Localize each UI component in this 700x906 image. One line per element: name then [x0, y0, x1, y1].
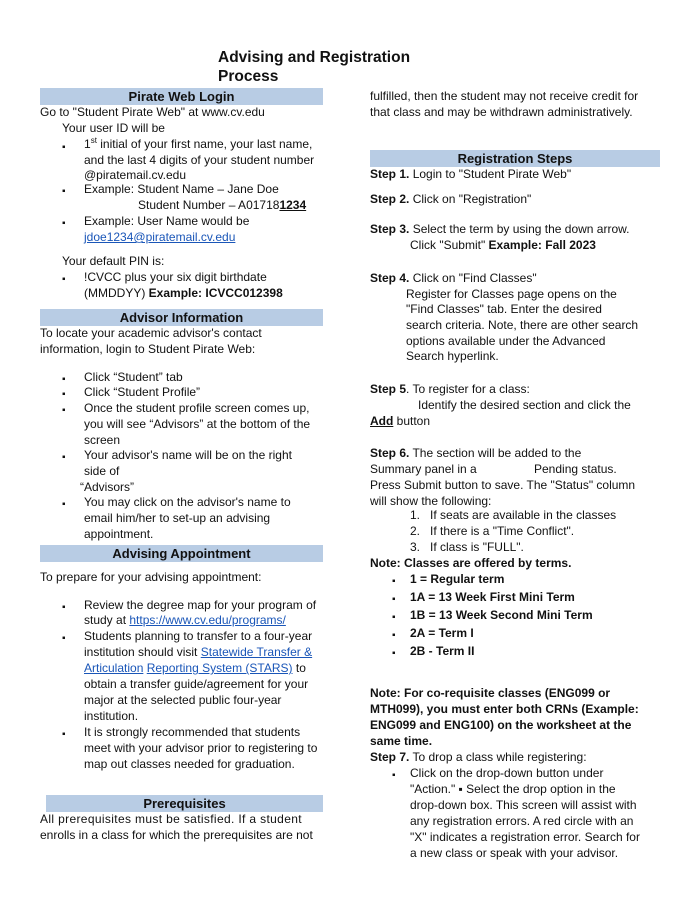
step-3: Step 3. Select the term by using the down arrow. — [370, 222, 630, 236]
advisor-step-4-cont: side of — [84, 464, 120, 478]
advisor-step-5: You may click on the advisor's name to — [84, 495, 291, 509]
step-4-line-2: Register for Classes page opens on the — [406, 287, 617, 301]
step-1: Step 1. Login to "Student Pirate Web" — [370, 167, 572, 181]
login-bullet-2: Example: Student Name – Jane Doe — [84, 182, 279, 196]
appointment-item-3-end: map out classes needed for graduation. — [84, 757, 295, 771]
appointment-item-3: It is strongly recommended that students — [84, 725, 301, 739]
bullet-icon: ▪ — [62, 186, 66, 197]
title-line-1: Advising and Registration — [218, 49, 411, 66]
step-7-line-6: a new class or speak with your advisor. — [410, 846, 619, 860]
advisor-step-4: Your advisor's name will be on the right — [84, 448, 292, 462]
appointment-intro: To prepare for your advising appointment: — [40, 570, 262, 584]
term-2a: 2A = Term I — [410, 626, 474, 640]
step-7-line-4: any registration errors. A red circle with an — [410, 814, 634, 828]
advisor-step-1: Click “Student” tab — [84, 370, 183, 384]
term-1b: 1B = 13 Week Second Mini Term — [410, 608, 593, 622]
step-6-summary: Summary panel in a — [370, 462, 477, 476]
step-2: Step 2. Click on "Registration" — [370, 192, 532, 206]
section-heading-advising-appointment: Advising Appointment — [40, 545, 323, 562]
login-intro: Go to "Student Pirate Web" at www.cv.edu — [40, 105, 265, 119]
bullet-icon: ▪ — [392, 630, 396, 641]
document-title — [218, 48, 410, 86]
bullet-icon: ▪ — [62, 499, 66, 510]
bullet-icon: ▪ — [62, 274, 66, 285]
step-5: Step 5. To register for a class: — [370, 382, 530, 396]
advisor-intro-2: information, login to Student Pirate Web: — [40, 342, 256, 356]
appointment-item-1-cont: study at https://www.cv.edu/programs/ — [84, 613, 286, 627]
section-heading-registration-steps: Registration Steps — [370, 150, 660, 167]
advisor-step-5-cont: email him/her to set-up an advising — [84, 511, 271, 525]
advisor-intro-1: To locate your academic advisor's contact — [40, 326, 262, 340]
bullet-icon: ▪ — [62, 633, 66, 644]
bullet-icon: ▪ — [62, 218, 66, 229]
appointment-item-3-cont: meet with your advisor prior to registering to — [84, 741, 318, 755]
advisor-step-3-end: screen — [84, 433, 121, 447]
step-7-line-5: "X" indicates a registration error. Search for — [410, 830, 640, 844]
section-heading-prerequisites: Prerequisites — [46, 795, 323, 812]
step-6-line-4: will show the following: — [370, 494, 492, 508]
step-7-line-2: "Action." ▪ Select the drop option in the — [410, 782, 616, 796]
prereq-line-4: that class and may be withdrawn administratively. — [370, 105, 633, 119]
bullet-icon: ▪ — [62, 602, 66, 613]
appointment-item-2-line4: obtain a transfer guide/agreement for your — [84, 677, 309, 691]
bullet-icon: ▪ — [62, 405, 66, 416]
add-button-text: Add — [370, 414, 394, 428]
advisor-step-3: Once the student profile screen comes up, — [84, 401, 310, 415]
student-number-line: Student Number – A017181234 — [138, 198, 307, 212]
bullet-icon: ▪ — [62, 389, 66, 400]
advisor-step-5-end: appointment. — [84, 527, 154, 541]
coreq-note-3: ENG099 and ENG100) on the worksheet at the — [370, 718, 632, 732]
bullet-icon: ▪ — [392, 648, 396, 659]
stars-link-part-1[interactable]: Statewide Transfer & — [200, 645, 313, 659]
status-item-1: 1. If seats are available in the classes — [410, 508, 617, 522]
bullet-icon: ▪ — [62, 374, 66, 385]
coreq-note-1: Note: For co-requisite classes (ENG099 or — [370, 686, 611, 700]
term-1: 1 = Regular term — [410, 572, 505, 586]
login-bullet-3: Example: User Name would be — [84, 214, 250, 228]
bullet-icon: ▪ — [62, 142, 66, 153]
step-5-cont: Identify the desired section and click the — [418, 398, 631, 412]
step-4-line-6: Search hyperlink. — [406, 349, 499, 363]
title-line-2: Process — [218, 68, 279, 85]
bullet-icon: ▪ — [392, 770, 396, 781]
advisor-step-4-end: “Advisors” — [80, 480, 135, 494]
step-4-line-4: search criteria. Note, there are other search — [406, 318, 639, 332]
appointment-item-2-line6: institution. — [84, 709, 139, 723]
status-item-3: 3. If class is "FULL". — [410, 540, 524, 554]
login-bullet-1: 1st initial of your first name, your last name, — [84, 136, 313, 151]
step-7-line-3: drop-down box. This screen will assist with — [410, 798, 637, 812]
coreq-note-4: same time. — [370, 734, 433, 748]
appointment-item-2: Students planning to transfer to a four-year — [84, 629, 313, 643]
term-1a: 1A = 13 Week First Mini Term — [410, 590, 575, 604]
coreq-note-2: MTH099), you must enter both CRNs (Example: — [370, 702, 639, 716]
step-4-line-3: "Find Classes" tab. Enter the desired — [406, 302, 602, 316]
appointment-item-2-line5: major at the selected public four-year — [84, 693, 282, 707]
appointment-item-2-cont: institution should visit Statewide Transfer & — [84, 645, 313, 659]
login-bullet-4: !CVCC plus your six digit birthdate — [84, 270, 267, 284]
programs-link[interactable]: https://www.cv.edu/programs/ — [129, 613, 286, 627]
prereq-line-2: enrolls in a class for which the prerequisites are not — [40, 828, 313, 842]
step-3-cont: Click "Submit" Example: Fall 2023 — [410, 238, 596, 252]
pin-example: (MMDDYY) Example: ICVCC012398 — [84, 286, 283, 300]
step-6-pending: Pending status. — [534, 462, 617, 476]
piratemail-link[interactable]: jdoe1234@piratemail.cv.edu — [84, 230, 236, 244]
step-5-add: Add button — [370, 414, 431, 428]
prereq-line-3: fulfilled, then the student may not receive credit for — [370, 89, 639, 103]
term-2b: 2B - Term II — [410, 644, 475, 658]
bullet-icon: ▪ — [392, 576, 396, 587]
appointment-item-1: Review the degree map for your program of — [84, 598, 317, 612]
advisor-step-2: Click “Student Profile” — [84, 385, 201, 399]
userid-line: Your user ID will be — [62, 121, 165, 135]
advisor-step-3-cont: you will see “Advisors” at the bottom of the — [84, 417, 311, 431]
login-bullet-1-cont: and the last 4 digits of your student number — [84, 153, 315, 167]
bullet-icon: ▪ — [392, 612, 396, 623]
step-4: Step 4. Click on "Find Classes" — [370, 271, 537, 285]
bullet-icon: ▪ — [392, 594, 396, 605]
step-6-line-3: Press Submit button to save. The "Status" column — [370, 478, 636, 492]
stars-link-part-3[interactable]: Reporting System (STARS) — [146, 661, 293, 675]
stars-link-part-2[interactable]: Articulation — [84, 661, 144, 675]
section-heading-pirate-web-login: Pirate Web Login — [40, 88, 323, 105]
appointment-item-2-stars: Articulation Reporting System (STARS) to — [84, 661, 306, 675]
prereq-line-1: All prerequisites must be satisfied. If a student — [40, 812, 302, 826]
bullet-icon: ▪ — [62, 729, 66, 740]
step-4-line-5: options available under the Advanced — [406, 334, 606, 348]
step-6: Step 6. The section will be added to the — [370, 446, 582, 460]
step-7: Step 7. To drop a class while registering: — [370, 750, 587, 764]
note-terms: Note: Classes are offered by terms. — [370, 556, 572, 570]
section-heading-advisor-information: Advisor Information — [40, 309, 323, 326]
status-item-2: 2. If there is a "Time Conflict". — [410, 524, 575, 538]
pin-line: Your default PIN is: — [62, 254, 165, 268]
bullet-icon: ▪ — [62, 452, 66, 463]
login-bullet-1-email: @piratemail.cv.edu — [84, 168, 186, 182]
step-7-line-1: Click on the drop-down button under — [410, 766, 604, 780]
